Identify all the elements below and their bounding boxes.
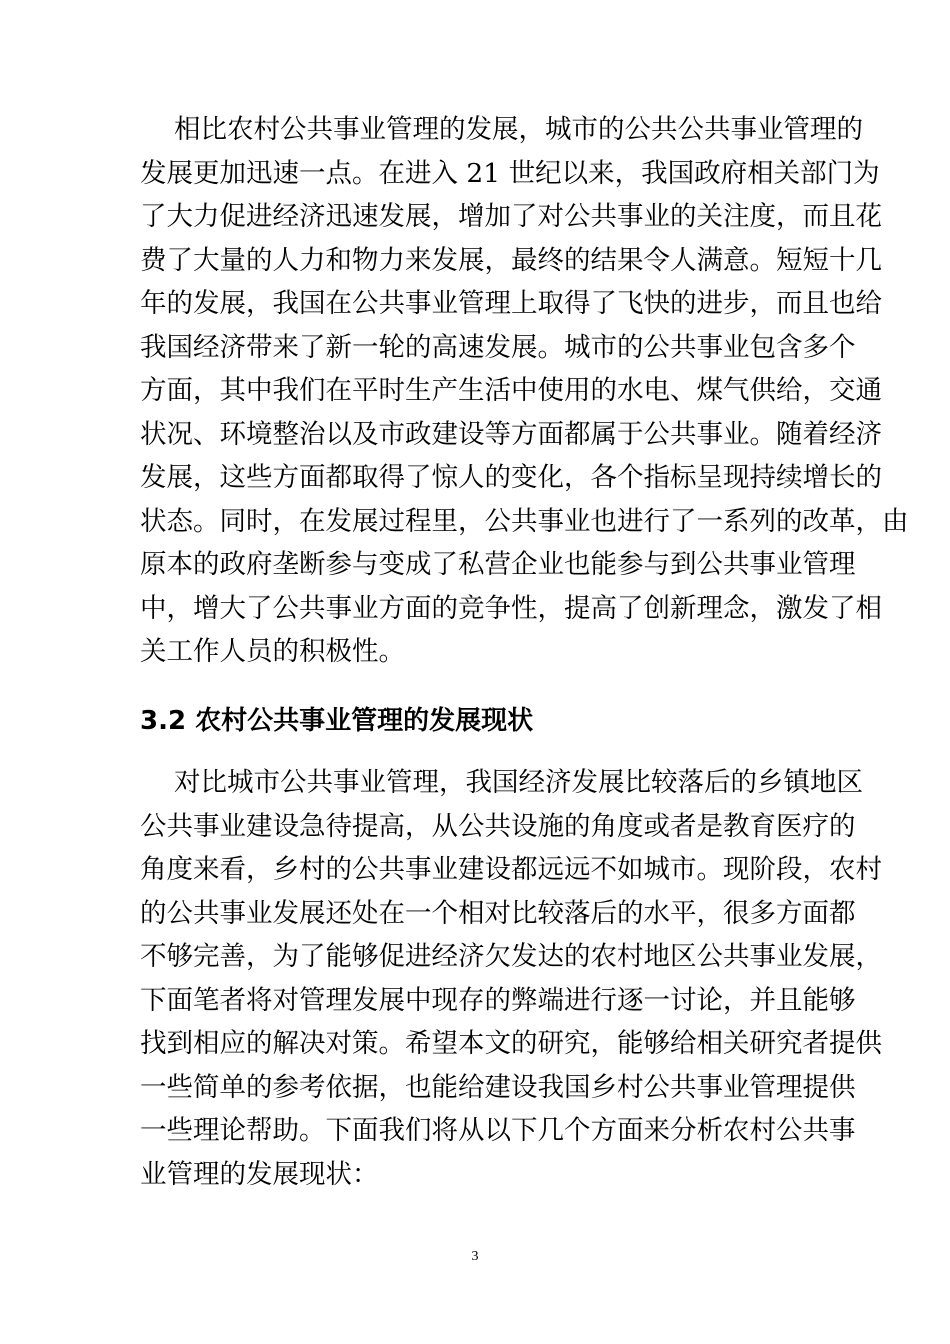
text-line: 的公共事业发展还处在一个相对比较落后的水平，很多方面都: [140, 898, 856, 929]
text-line: 中，增大了公共事业方面的竞争性，提高了创新理念，激发了相: [140, 593, 882, 624]
text-line: 原本的政府垄断参与变成了私营企业也能参与到公共事业管理: [140, 549, 856, 580]
text-line: 业管理的发展现状：: [140, 1159, 379, 1190]
text-line: 费了大量的人力和物力来发展，最终的结果令人满意。短短十几: [140, 245, 882, 276]
text-line: 一些理论帮助。下面我们将从以下几个方面来分析农村公共事: [140, 1115, 856, 1146]
text-line: 对比城市公共事业管理，我国经济发展比较落后的乡镇地区: [174, 767, 863, 798]
text-line: 下面笔者将对管理发展中现存的弊端进行逐一讨论，并且能够: [140, 985, 856, 1016]
text-line: 发展更加迅速一点。在进入 21 世纪以来，我国政府相关部门为: [140, 158, 880, 189]
text-line: 状况、环境整治以及市政建设等方面都属于公共事业。随着经济: [140, 419, 882, 450]
text-line: 年的发展，我国在公共事业管理上取得了飞快的进步，而且也给: [140, 288, 882, 319]
text-line: 我国经济带来了新一轮的高速发展。城市的公共事业包含多个: [140, 332, 856, 363]
text-line: 一些简单的参考依据，也能给建设我国乡村公共事业管理提供: [140, 1072, 856, 1103]
page-number: 3: [471, 1249, 479, 1264]
text-line: 不够完善，为了能够促进经济欠发达的农村地区公共事业发展，: [140, 941, 882, 972]
text-line: 相比农村公共事业管理的发展，城市的公共公共事业管理的: [174, 114, 863, 145]
text-line: 关工作人员的积极性。: [140, 636, 405, 667]
text-line: 发展，这些方面都取得了惊人的变化，各个指标呈现持续增长的: [140, 462, 882, 493]
section-heading: 3.2 农村公共事业管理的发展现状: [140, 706, 534, 736]
text-line: 了大力促进经济迅速发展，增加了对公共事业的关注度，而且花: [140, 201, 882, 232]
text-line: 状态。同时，在发展过程里，公共事业也进行了一系列的改革，由: [140, 506, 909, 537]
text-line: 公共事业建设急待提高，从公共设施的角度或者是教育医疗的: [140, 811, 856, 842]
text-line: 方面，其中我们在平时生产生活中使用的水电、煤气供给，交通: [140, 375, 882, 406]
text-line: 找到相应的解决对策。希望本文的研究，能够给相关研究者提供: [140, 1028, 882, 1059]
text-line: 角度来看，乡村的公共事业建设都远远不如城市。现阶段，农村: [140, 854, 882, 885]
